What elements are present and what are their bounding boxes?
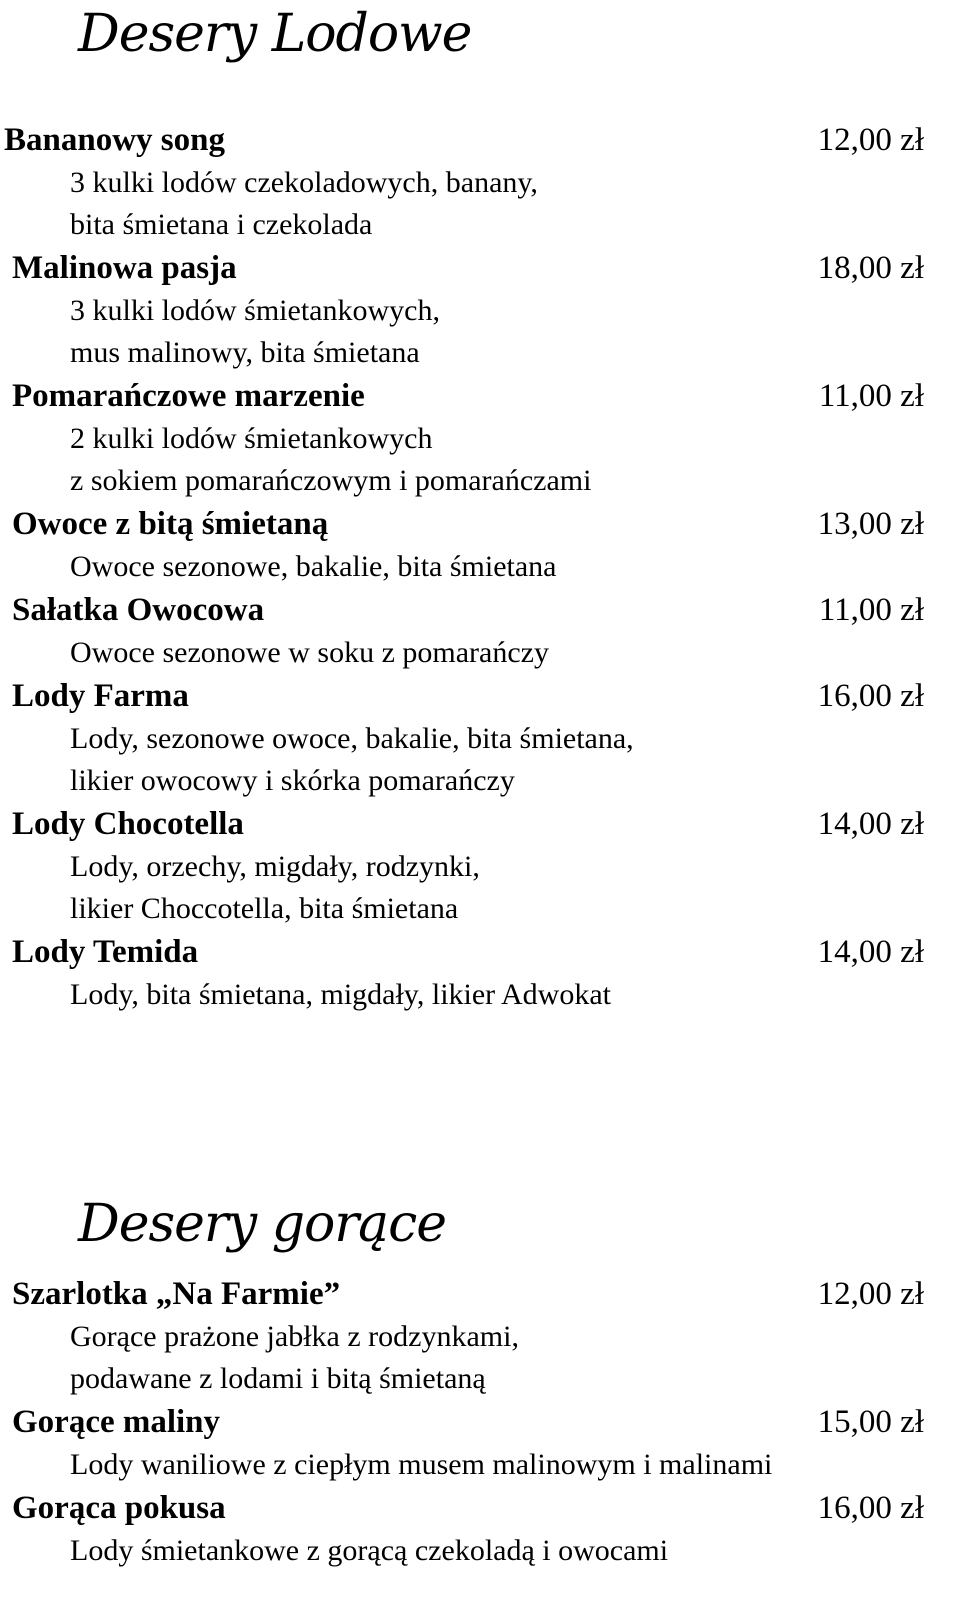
menu-item-description: podawane z lodami i bitą śmietaną [70, 1362, 486, 1395]
menu-item-price: 14,00 zł [817, 806, 924, 842]
menu-item-price: 16,00 zł [817, 678, 924, 714]
menu-item-name: Bananowy song [4, 122, 225, 158]
menu-list-ice-desserts [0, 118, 960, 1016]
menu-item-price: 15,00 zł [817, 1404, 924, 1440]
menu-item-description: likier owocowy i skórka pomarańczy [70, 764, 515, 797]
menu-item-header [0, 1486, 960, 1530]
menu-item-description: Gorące prażone jabłka z rodzynkami, [70, 1320, 519, 1353]
menu-item-header [0, 1400, 960, 1444]
menu-item-header [0, 374, 960, 418]
menu-item-name: Lody Chocotella [12, 806, 244, 842]
menu-item-description: Lody, sezonowe owoce, bakalie, bita śmietana, [70, 722, 634, 755]
menu-list-hot-desserts [0, 1272, 960, 1572]
menu-item-name: Lody Farma [12, 678, 189, 714]
menu-item-header [0, 1272, 960, 1316]
menu-item-description: Lody, orzechy, migdały, rodzynki, [70, 850, 480, 883]
menu-item-description: Lody waniliowe z ciepłym musem malinowym i malinami [70, 1448, 773, 1481]
menu-item-name: Malinowa pasja [12, 250, 237, 286]
menu-item-header [0, 588, 960, 632]
menu-item-header [0, 502, 960, 546]
menu-item-description: 2 kulki lodów śmietankowych [70, 422, 433, 455]
menu-item-header [0, 802, 960, 846]
menu-item-name: Szarlotka „Na Farmie” [12, 1276, 341, 1312]
menu-item-price: 18,00 zł [817, 250, 924, 286]
menu-item-price: 12,00 zł [817, 122, 924, 158]
menu-item-price: 11,00 zł [818, 378, 924, 414]
menu-item-description: z sokiem pomarańczowym i pomarańczami [70, 464, 592, 497]
menu-item-description: mus malinowy, bita śmietana [70, 336, 420, 369]
menu-item-description: bita śmietana i czekolada [70, 208, 373, 241]
section-title-ice-desserts: Desery Lodowe [78, 4, 472, 64]
menu-item-description: Owoce sezonowe, bakalie, bita śmietana [70, 550, 557, 583]
menu-item-name: Owoce z bitą śmietaną [12, 506, 329, 542]
menu-item-description: 3 kulki lodów czekoladowych, banany, [70, 166, 538, 199]
menu-item-description: 3 kulki lodów śmietankowych, [70, 294, 440, 327]
menu-item-price: 12,00 zł [817, 1276, 924, 1312]
section-title-hot-desserts: Desery gorące [78, 1194, 447, 1254]
menu-item-header [0, 118, 960, 162]
menu-item-description: Lody śmietankowe z gorącą czekoladą i owocami [70, 1534, 669, 1567]
menu-item-description: likier Choccotella, bita śmietana [70, 892, 459, 925]
menu-item-description: Owoce sezonowe w soku z pomarańczy [70, 636, 549, 669]
menu-item-header [0, 246, 960, 290]
menu-item-price: 16,00 zł [817, 1490, 924, 1526]
menu-item-name: Gorąca pokusa [12, 1490, 226, 1526]
menu-item-name: Pomarańczowe marzenie [12, 378, 365, 414]
menu-item-price: 14,00 zł [817, 934, 924, 970]
menu-item-name: Sałatka Owocowa [12, 592, 265, 628]
menu-item-description: Lody, bita śmietana, migdały, likier Adwokat [70, 978, 611, 1011]
menu-item-header [0, 930, 960, 974]
menu-item-header [0, 674, 960, 718]
menu-item-name: Gorące maliny [12, 1404, 221, 1440]
menu-item-name: Lody Temida [12, 934, 199, 970]
menu-item-price: 13,00 zł [817, 506, 924, 542]
menu-item-price: 11,00 zł [818, 592, 924, 628]
